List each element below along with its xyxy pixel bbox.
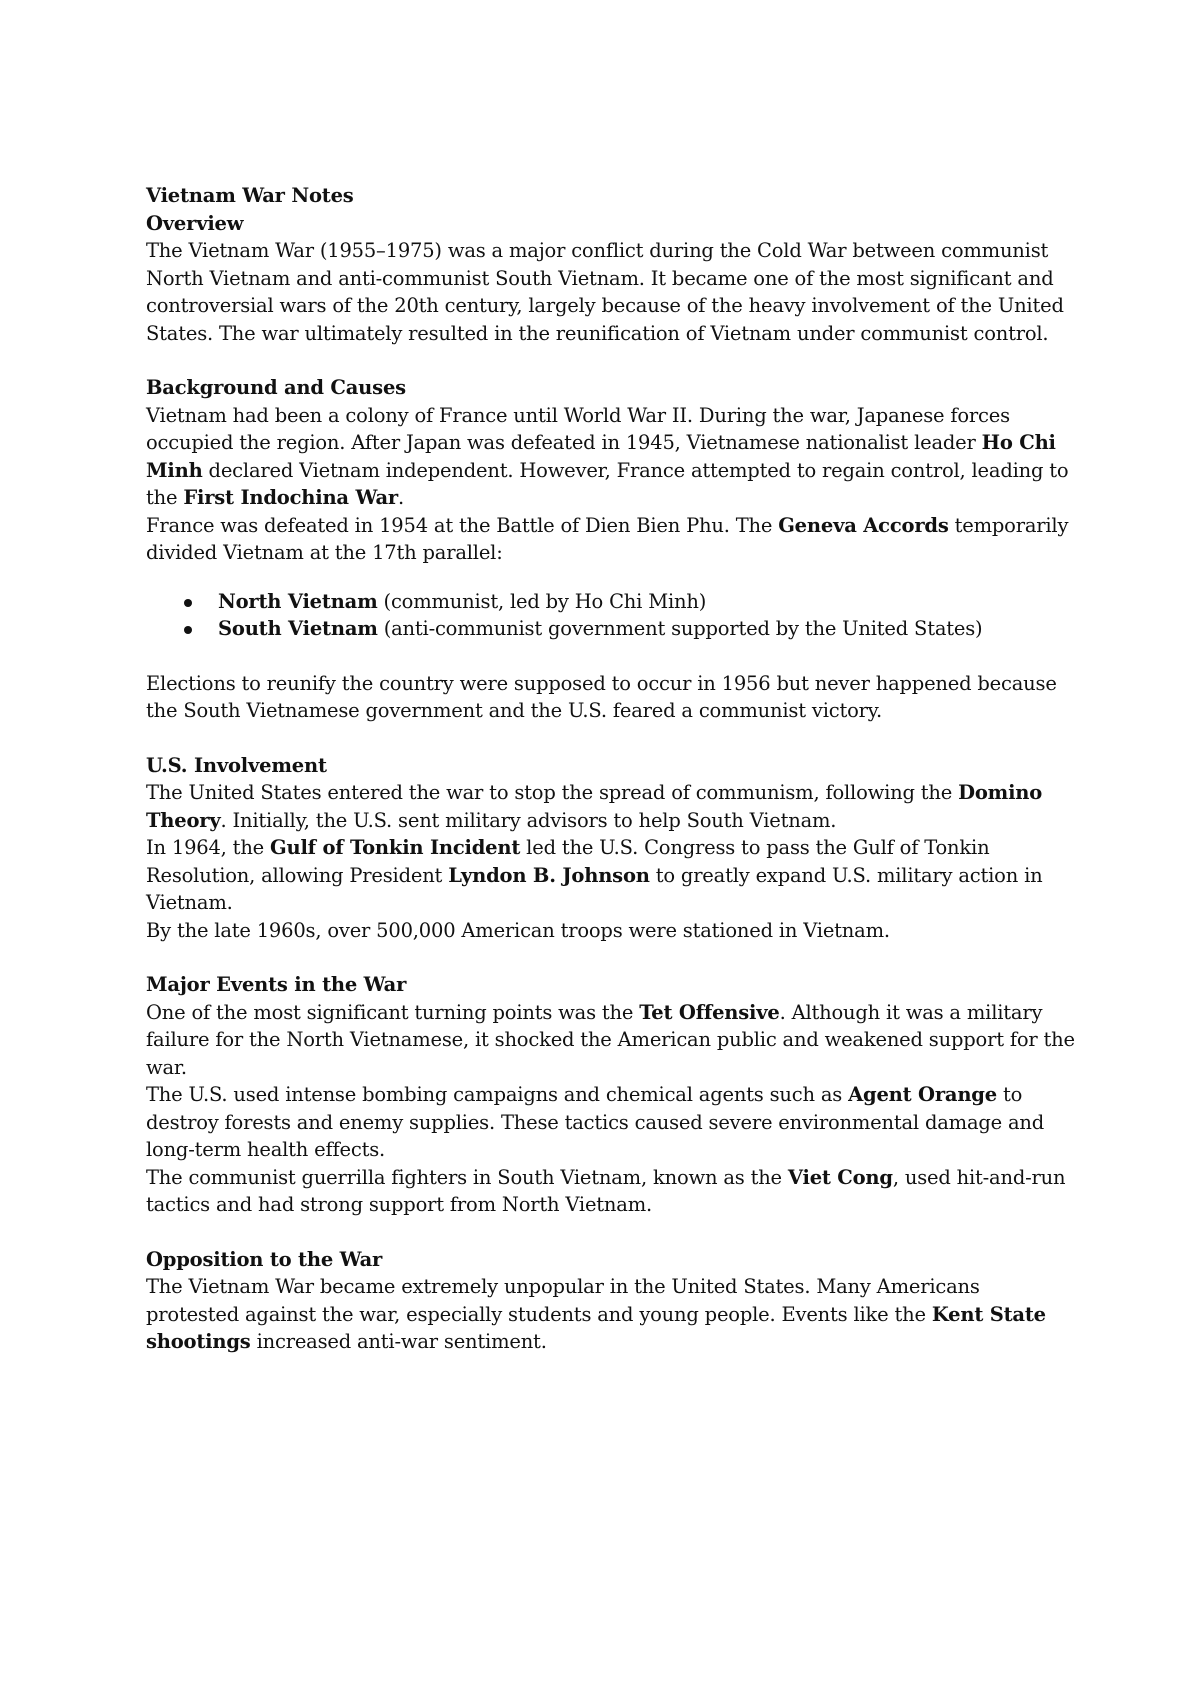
bullet-list: [146, 588, 1076, 643]
text-run: The U.S. used intense bombing campaigns and chemical agents such as: [146, 1083, 849, 1106]
bold-term-kent-state: Kent State shootings: [146, 1302, 1046, 1353]
text-run: Vietnam had been a colony of France until World War II. During the war, Japanese forces occupied the region. After Japan was defeated in 1945, Vietnamese nationalist leader: [146, 403, 1010, 454]
section-events: [146, 971, 1076, 1219]
text-run: to destroy forests and enemy supplies. These tactics caused severe environmental damage and long-term health effects.: [146, 1083, 1045, 1161]
text-run: led the U.S. Congress to pass the Gulf of Tonkin Resolution, allowing President: [146, 836, 990, 887]
text-run: One of the most significant turning points was the: [146, 1000, 640, 1024]
bold-term: South Vietnam: [218, 617, 378, 640]
section-heading-opposition: Opposition to the War: [146, 1247, 383, 1271]
text-run: (anti-communist government supported by the United States): [377, 617, 983, 640]
bold-term-domino-theory: Domino Theory: [146, 781, 1043, 832]
bold-term-gulf-of-tonkin: Gulf of Tonkin Incident: [270, 836, 521, 859]
text-run: , used hit-and-run tactics and had strong support from North Vietnam.: [146, 1165, 1066, 1216]
bold-term-geneva-accords: Geneva Accords: [778, 513, 949, 537]
document-page: [146, 182, 1076, 1356]
section-heading-events: Major Events in the War: [146, 973, 407, 996]
section-heading-involvement: U.S. Involvement: [146, 753, 327, 777]
events-paragraph-1: [146, 999, 1076, 1082]
events-paragraph-2: [146, 1081, 1076, 1164]
text-run: declared Vietnam independent. However, France attempted to regain control, leading to the: [146, 458, 1069, 509]
section-heading-background: Background and Causes: [146, 376, 406, 399]
list-item: [146, 588, 1076, 616]
events-paragraph-3: [146, 1164, 1076, 1219]
text-run: to greatly expand U.S. military action in Vietnam.: [146, 863, 1043, 914]
bold-term-ho-chi-minh: Ho Chi Minh: [146, 431, 1056, 482]
section-involvement: [146, 752, 1076, 945]
background-paragraph-3: Elections to reunify the country were supposed to occur in 1956 but never happened because the South Vietnamese government and the U.S. feared a communist victory.: [146, 671, 1057, 722]
document-title: Vietnam War Notes: [146, 184, 354, 207]
text-run: (communist, led by Ho Chi Minh): [377, 589, 707, 613]
text-run: In 1964, the: [146, 836, 271, 859]
bold-term-agent-orange: Agent Orange: [848, 1083, 997, 1106]
bullet-icon: [184, 626, 192, 634]
opposition-paragraph-1: [146, 1273, 1076, 1356]
text-run: France was defeated in 1954 at the Battle of Dien Bien Phu. The: [146, 513, 779, 537]
bullet-icon: [184, 599, 192, 607]
text-run: The communist guerrilla fighters in South Vietnam, known as the: [146, 1165, 788, 1189]
section-background: [146, 374, 1076, 725]
involvement-paragraph-3: By the late 1960s, over 500,000 American troops were stationed in Vietnam.: [146, 918, 890, 942]
list-item: [146, 615, 1076, 643]
section-opposition: [146, 1246, 1076, 1356]
text-run: temporarily divided Vietnam at the 17th parallel:: [146, 513, 1069, 564]
section-heading-overview: Overview: [146, 211, 244, 235]
bold-term-viet-cong: Viet Cong: [787, 1165, 893, 1189]
bold-term-tet-offensive: Tet Offensive: [639, 1000, 780, 1024]
text-run: The United States entered the war to stop the spread of communism, following the: [146, 781, 959, 804]
bold-term-lyndon-johnson: Lyndon B. Johnson: [448, 863, 650, 887]
overview-paragraph: The Vietnam War (1955–1975) was a major conflict during the Cold War between communist North Vietnam and anti-communist South Vietnam. It became one of the most significant and controversial wars of the 20th century, largely because of the heavy involvement of the United States. The war ultimately resulted in the reunification of Vietnam under communist control.: [146, 239, 1064, 345]
section-overview: [146, 210, 1076, 348]
text-run: . Although it was a military failure for the North Vietnamese, it shocked the American public and weakened support for the war.: [146, 1000, 1075, 1079]
background-paragraph-1: [146, 402, 1076, 512]
involvement-paragraph-1: [146, 779, 1076, 834]
text-run: The Vietnam War became extremely unpopular in the United States. Many Americans protested against the war, especially students and young people. Events like the: [146, 1275, 980, 1326]
text-run: .: [397, 486, 404, 509]
background-paragraph-2: [146, 512, 1076, 567]
text-run: increased anti-war sentiment.: [250, 1330, 547, 1353]
bold-term: North Vietnam: [218, 589, 378, 613]
bold-term-first-indochina-war: First Indochina War: [183, 486, 398, 509]
text-run: . Initially, the U.S. sent military advisors to help South Vietnam.: [220, 808, 837, 832]
involvement-paragraph-2: [146, 834, 1076, 917]
